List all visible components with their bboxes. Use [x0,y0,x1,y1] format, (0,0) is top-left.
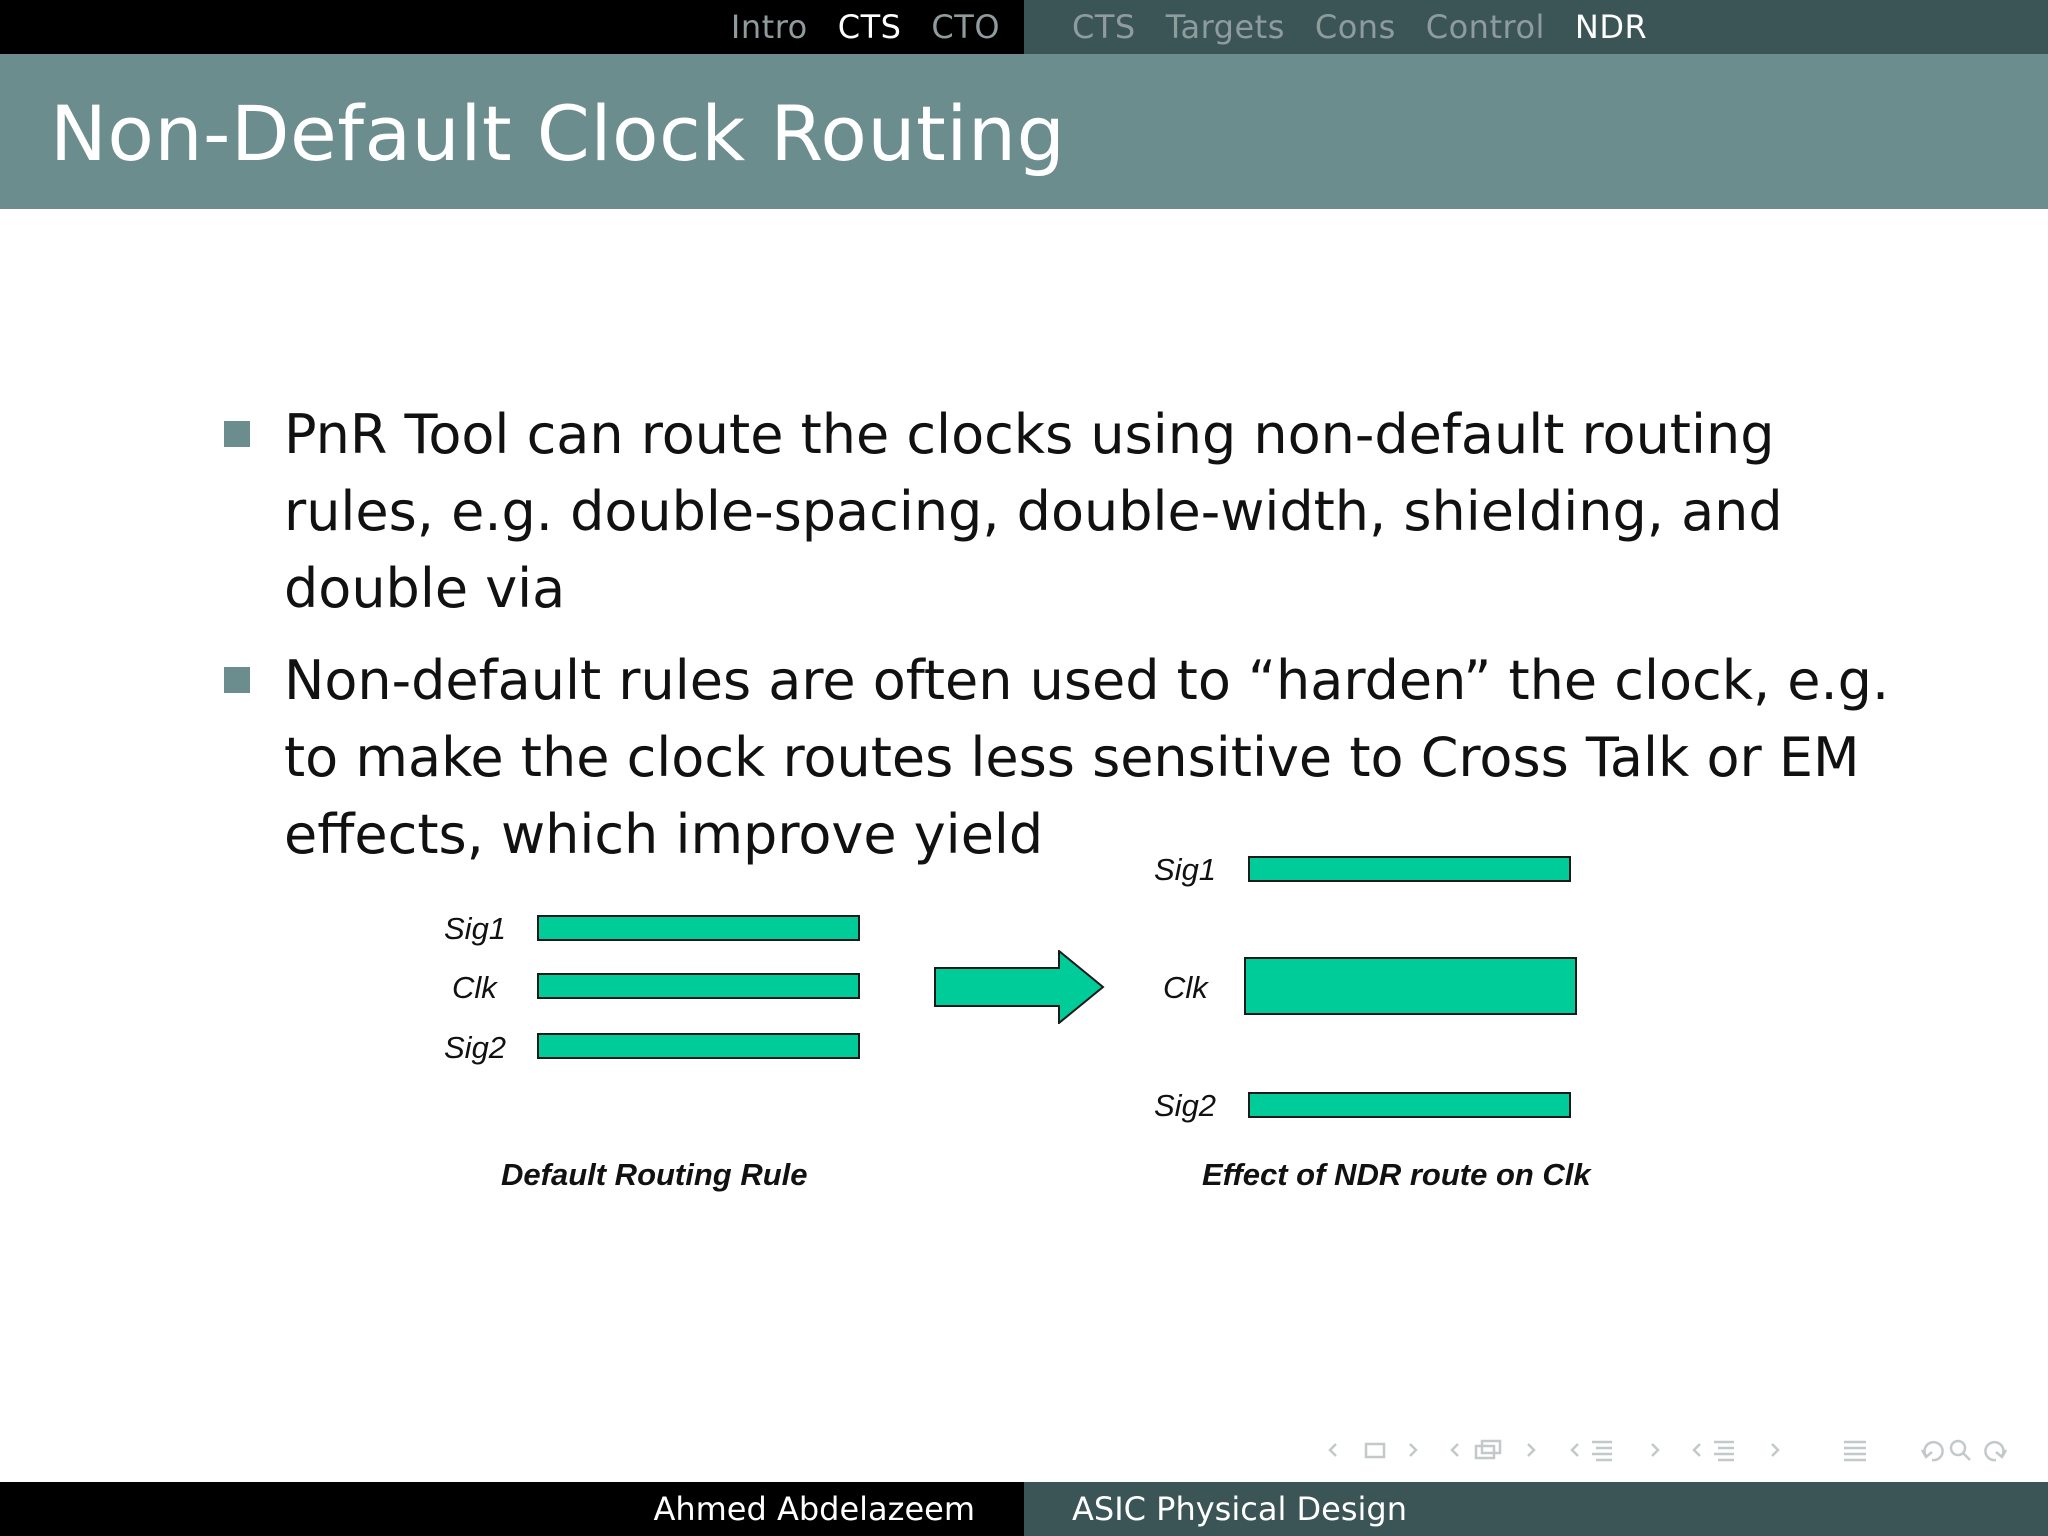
nav-section-cts[interactable]: CTS [837,8,902,46]
bullet-text: Non-default rules are often used to “harden” the clock, e.g. to make the clock routes less sensitive to Cross Talk or EM effects, which improve yield [284,649,1890,866]
default-clk-label: Clk [452,970,497,1005]
bullet-item [224,642,1904,873]
bullet-marker-icon [224,667,250,693]
ndr-sig1-label: Sig1 [1154,852,1217,887]
footer-course-panel [1024,1482,2048,1536]
top-navigation-bar [0,0,2048,54]
nav-subsection-cons[interactable]: Cons [1314,8,1396,46]
ndr-sig1-wire [1248,856,1571,882]
navigation-symbols [1322,1432,2022,1468]
ndr-clk-label: Clk [1163,970,1208,1005]
bullet-text: PnR Tool can route the clocks using non-default routing rules, e.g. double-spacing, double-width, shielding, and double via [284,403,1783,620]
bullet-item [224,396,1904,627]
footer-author: Ahmed Abdelazeem [653,1490,975,1528]
nav-subsection-ndr[interactable]: NDR [1574,8,1648,46]
default-sig1-wire [537,915,860,941]
nav-section-intro[interactable]: Intro [730,8,808,46]
subsection-nav [1072,0,1647,54]
bullet-list [224,396,1904,888]
nav-symbols-graphic [1322,1432,2022,1468]
default-sig1-label: Sig1 [444,911,507,946]
nav-subsection-control[interactable]: Control [1425,8,1545,46]
default-sig2-label: Sig2 [444,1030,507,1065]
ndr-clk-wire [1244,957,1577,1015]
nav-subsection-cts[interactable]: CTS [1072,8,1136,46]
ndr-sig2-wire [1248,1092,1571,1118]
footer-author-panel [0,1482,1024,1536]
footer-course: ASIC Physical Design [1072,1490,1407,1528]
slide-footer [0,1482,2048,1536]
ndr-routing-caption: Effect of NDR route on Clk [1202,1157,1591,1192]
nav-section-cto[interactable]: CTO [931,8,1000,46]
default-sig2-wire [537,1033,860,1059]
ndr-sig2-label: Sig2 [1154,1088,1217,1123]
default-routing-caption: Default Routing Rule [501,1157,808,1192]
bullet-marker-icon [224,421,250,447]
slide-title: Non-Default Clock Routing [50,89,1066,178]
slide-title-bar [0,54,2048,209]
default-clk-wire [537,973,860,999]
section-nav [731,0,1000,54]
transform-arrow-icon [934,950,1106,1024]
nav-subsection-targets[interactable]: Targets [1165,8,1285,46]
